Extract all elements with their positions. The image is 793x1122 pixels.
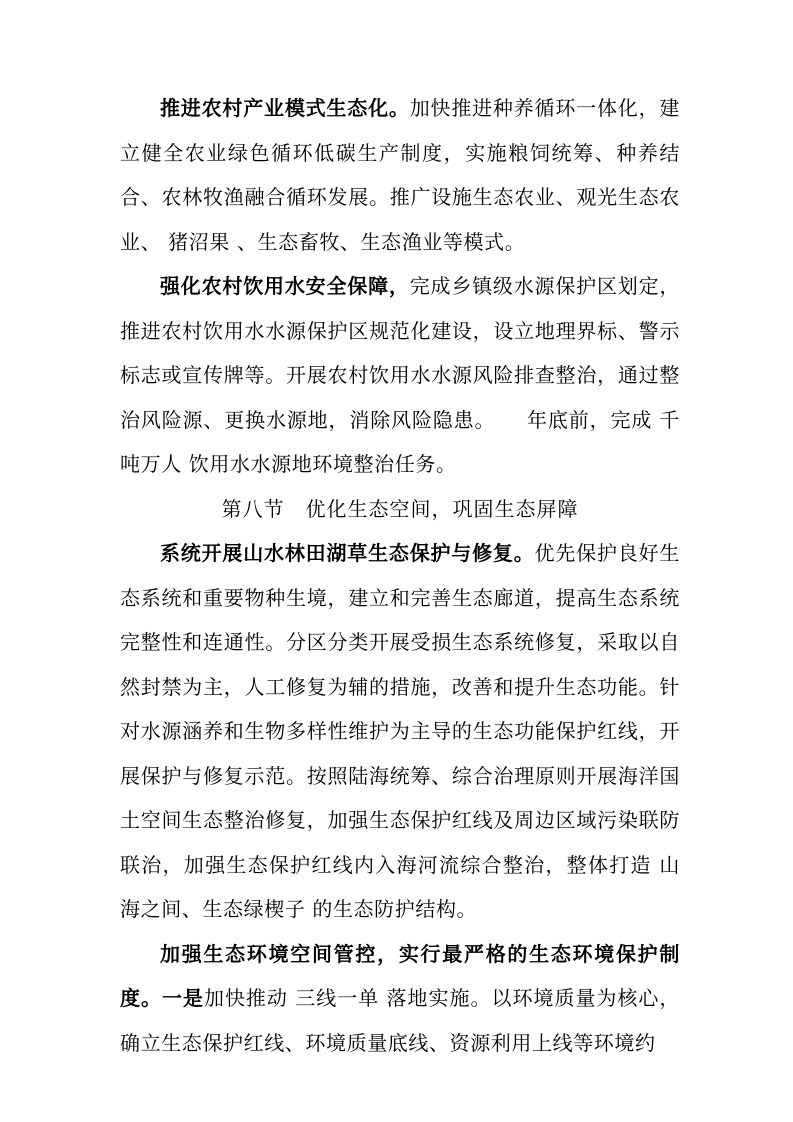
paragraph-ecological-restoration xyxy=(120,531,680,932)
paragraph-lead: 强化农村饮用水安全保障， xyxy=(160,274,410,298)
paragraph-lead: 系统开展山水林田湖草生态保护与修复。 xyxy=(160,541,535,565)
paragraph-spatial-control xyxy=(120,932,680,1066)
paragraph-text: 加快推进种养循环一体化，建立健全农业绿色循环低碳生产制度，实施粮饲统筹、种养结合、农林牧渔融合循环发展。推广设施生态农业、观光生态农业、 猪沼果 、生态畜牧、生态渔业等模式。 xyxy=(120,96,680,254)
paragraph-text: 优先保护良好生态系统和重要物种生境，建立和完善生态廊道，提高生态系统完整性和连通性。分区分类开展受损生态系统修复，采取以自然封禁为主，人工修复为辅的措施，改善和提升生态功能。针对水源涵养和生物多样性维护为主导的生态功能保护红线，开展保护与修复示范。按照陆海统筹、综合治理原则开展海洋国土空间生态整治修复，加强生态保护红线及周边区域污染联防联治，加强生态保护红线内入海河流综合整治，整体打造 山海之间、生态绿楔子 的生态防护结构。 xyxy=(120,541,680,921)
paragraph-drinking-water xyxy=(120,264,680,487)
paragraph-lead: 推进农村产业模式生态化。 xyxy=(160,96,410,120)
paragraph-text: 完成乡镇级水源保护区划定，推进农村饮用水水源保护区规范化建设，设立地理界标、警示标志或宣传牌等。开展农村饮用水水源风险排查整治，通过整治风险源、更换水源地，消除风险隐患。 年底前，完成 千吨万人 饮用水水源地环境整治任务。 xyxy=(120,274,680,476)
paragraph-lead: 加强生态环境空间管控，实行最严格的生态环境保护制度。一是 xyxy=(120,941,680,1010)
paragraph-rural-industry xyxy=(120,86,680,264)
document-body xyxy=(120,86,680,1065)
section-heading: 第八节 优化生态空间，巩固生态屏障 xyxy=(221,496,579,521)
paragraph-text: 加快推动 三线一单 落地实施。以环境质量为核心，确立生态保护红线、环境质量底线、资源利用上线等环境约 xyxy=(120,986,680,1055)
